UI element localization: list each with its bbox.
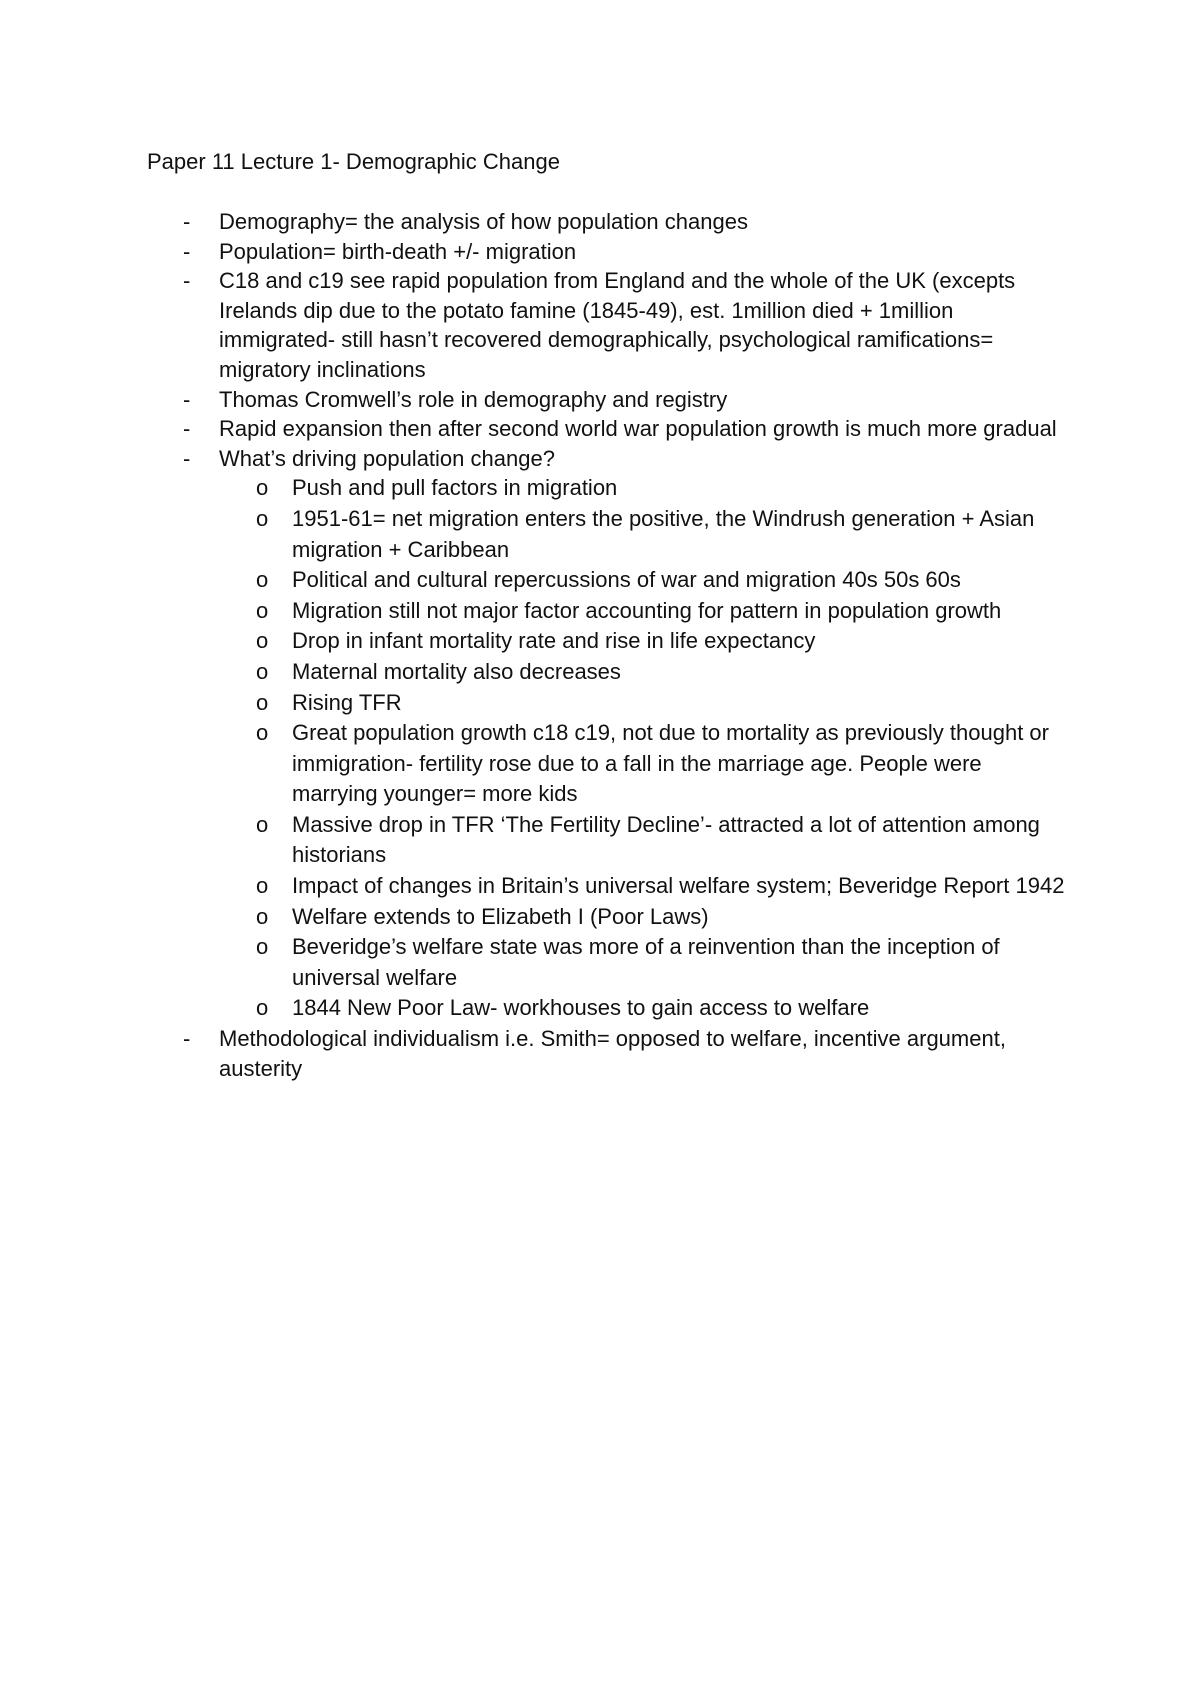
list-item-text: C18 and c19 see rapid population from England and the whole of the UK (excepts Irelands dip due to the potato famine (1845-49), est. 1million died + 1million immigrated- still hasn’t recovered demographically, psychological ramifications= migratory inclinations	[219, 268, 1016, 382]
document-title: Paper 11 Lecture 1- Demographic Change	[147, 149, 560, 174]
list-item-text: Population= birth-death +/- migration	[219, 238, 577, 264]
list-item	[0, 385, 1059, 415]
dash-bullet: -	[183, 445, 191, 471]
sub-list-item	[0, 902, 1072, 933]
circle-bullet: o	[256, 689, 269, 715]
dash-bullet: -	[183, 209, 191, 234]
list-item-text: Thomas Cromwell’s role in demography and registry	[219, 386, 728, 412]
sub-list-item	[0, 473, 1072, 504]
sub-list-item-text: Impact of changes in Britain’s universal welfare system; Beveridge Report 1942	[292, 873, 1065, 899]
sub-list-item-text: Great population growth c18 c19, not due to mortality as previously thought or immigration- fertility rose due to a fall in the marriage age. People were marrying younger= more kids	[292, 720, 1049, 807]
circle-bullet: o	[256, 934, 269, 960]
sub-list-item-text: 1951-61= net migration enters the positive, the Windrush generation + Asian migration + Caribbean	[292, 505, 1035, 562]
sub-bullet-list	[0, 473, 1200, 1024]
sub-list-item-text: Drop in infant mortality rate and rise in life expectancy	[292, 628, 816, 654]
sub-list-item-text: Push and pull factors in migration	[292, 475, 618, 501]
list-item	[0, 207, 1059, 237]
list-item	[0, 266, 1059, 384]
circle-bullet: o	[256, 628, 269, 654]
circle-bullet: o	[256, 505, 269, 531]
sub-list-item-text: Welfare extends to Elizabeth I (Poor Laws)	[292, 903, 709, 929]
circle-bullet: o	[256, 567, 269, 593]
list-item-text: Methodological individualism i.e. Smith= opposed to welfare, incentive argument, austerity	[219, 1026, 1006, 1081]
sub-list-item-text: Migration still not major factor accounting for pattern in population growth	[292, 597, 1002, 623]
list-item	[0, 444, 1065, 1024]
sub-list-item	[0, 596, 1072, 627]
circle-bullet: o	[256, 720, 269, 746]
circle-bullet: o	[256, 597, 269, 623]
dash-bullet: -	[183, 416, 191, 442]
list-item	[0, 414, 1059, 444]
circle-bullet: o	[256, 903, 269, 929]
sub-list-item	[0, 718, 1072, 810]
sub-list-item	[0, 504, 1072, 565]
sub-list-item	[0, 993, 1072, 1024]
sub-list-item	[0, 810, 1072, 871]
sub-list-item	[0, 932, 1072, 993]
circle-bullet: o	[256, 873, 269, 899]
sub-list-item	[0, 871, 1072, 902]
sub-list-item-text: Maternal mortality also decreases	[292, 658, 621, 684]
list-item	[0, 237, 1059, 267]
list-item-text: Rapid expansion then after second world war population growth is much more gradual	[219, 416, 1057, 442]
sub-list-item-text: Massive drop in TFR ‘The Fertility Decline’- attracted a lot of attention among historians	[292, 811, 1040, 868]
main-bullet-list	[0, 207, 1200, 1083]
sub-list-item-text: 1844 New Poor Law- workhouses to gain access to welfare	[292, 995, 870, 1021]
list-item-text: Demography= the analysis of how population changes	[219, 209, 748, 234]
sub-list-item-text: Beveridge’s welfare state was more of a reinvention than the inception of universal welfare	[292, 934, 1000, 990]
sub-list-item	[0, 657, 1072, 688]
dash-bullet: -	[183, 386, 191, 412]
sub-list-item-text: Political and cultural repercussions of war and migration 40s 50s 60s	[292, 567, 961, 593]
list-item	[0, 1024, 1059, 1083]
circle-bullet: o	[256, 658, 269, 684]
sub-list-item-text: Rising TFR	[292, 689, 402, 715]
dash-bullet: -	[183, 238, 191, 264]
dash-bullet: -	[183, 1026, 191, 1052]
circle-bullet: o	[256, 475, 269, 501]
sub-list-item	[0, 688, 1072, 719]
dash-bullet: -	[183, 268, 191, 294]
circle-bullet: o	[256, 811, 269, 837]
sub-list-item	[0, 626, 1072, 657]
circle-bullet: o	[256, 995, 269, 1021]
sub-list-item	[0, 565, 1072, 596]
list-item-text: What’s driving population change?	[219, 445, 555, 471]
